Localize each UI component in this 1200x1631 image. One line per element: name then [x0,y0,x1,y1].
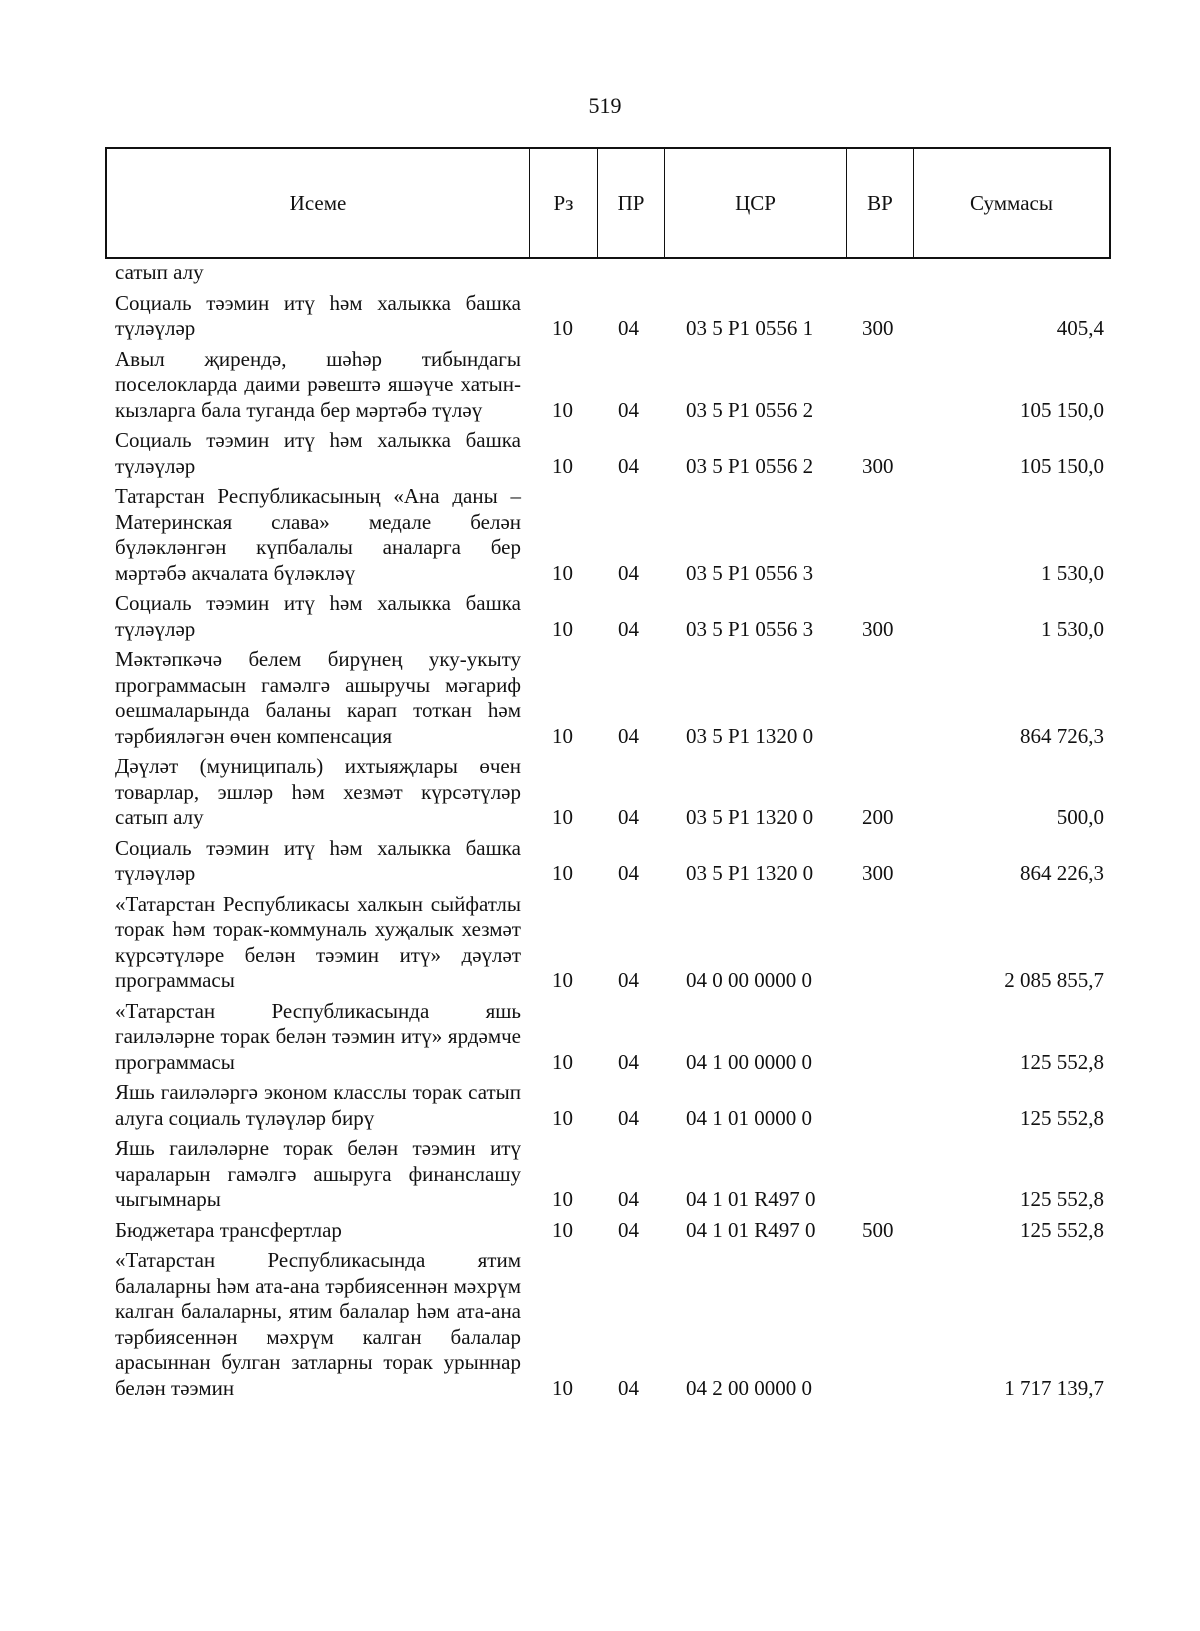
row-csr: 03 5 P1 1320 0 [686,723,814,748]
row-vr: 200 [862,805,894,829]
table-row [0,347,1200,424]
row-rz: 10 [552,1105,573,1130]
row-csr: 03 5 P1 0556 2 [686,397,814,422]
row-pr: 04 [618,1049,639,1074]
table-row [0,484,1200,586]
row-pr: 04 [618,1105,639,1130]
column-header-csr: ЦСР [664,149,846,257]
table-row [0,836,1200,887]
row-name: Мәктәпкәчә белем бирүнең уку-укыту программасын гамәлгә ашыручы мәгариф оешмаларында баланы карап тоткан һәм тәрбияләгән өчен компенсация [115,647,521,748]
row-name: Дәүләт (муниципаль) ихтыяҗлары өчен товарлар, эшләр һәм хезмәт күрсәтүләр сатып алу [115,754,521,829]
row-rz: 10 [552,397,573,422]
row-name: Бюджетара трансфертлар [115,1217,342,1242]
row-sum: 500,0 [1056,805,1104,829]
table-row [0,428,1200,479]
table-body [0,260,1200,1401]
row-csr: 04 1 01 0000 0 [686,1105,812,1130]
row-name: Яшь гаиләләрне торак белән тәэмин итү чараларын гамәлгә ашыруга финанслашу чыгымнары [115,1136,521,1211]
row-rz: 10 [552,1187,573,1211]
table-row [0,754,1200,831]
row-pr: 04 [618,805,639,829]
row-rz: 10 [552,1375,573,1400]
row-name: Авыл җирендә, шәһәр тибындагы поселокларда даими рәвештә яшәүче хатын-кызларга бала туганда бер мәртәбә түләү [115,346,521,422]
column-header-sum: Суммасы [913,149,1109,257]
row-name: Яшь гаиләләргә эконом класслы торак сатып алуга социаль түләүләр бирү [115,1080,521,1130]
row-vr: 300 [862,616,894,641]
row-pr: 04 [618,1187,639,1211]
column-header-pr: ПР [597,149,664,257]
row-sum: 125 552,8 [1020,1049,1104,1074]
table-header [105,147,1111,259]
table-row [0,892,1200,994]
row-rz: 10 [552,453,573,478]
row-csr: 03 5 P1 1320 0 [686,861,814,885]
row-csr: 03 5 P1 0556 3 [686,616,814,641]
row-sum: 1 530,0 [1041,616,1104,641]
row-name: сатып алу [115,260,204,284]
row-sum: 2 085 855,7 [1004,968,1104,992]
row-pr: 04 [618,316,639,340]
row-rz: 10 [552,723,573,748]
column-header-vr: ВР [846,149,913,257]
row-pr: 04 [618,397,639,422]
row-rz: 10 [552,1217,573,1242]
row-name: Социаль тәэмин итү һәм халыкка башка түләүләр [115,835,521,885]
row-rz: 10 [552,316,573,340]
row-rz: 10 [552,861,573,885]
row-name: Татарстан Республикасының «Ана даны – Материнская слава» медале белән бүләкләнгән күпбалалы аналарга бер мәртәбә акчалата бүләкләү [115,484,521,585]
row-sum: 125 552,8 [1020,1217,1104,1242]
row-sum: 864 726,3 [1020,723,1104,748]
table-row [0,1218,1200,1244]
row-csr: 03 5 P1 1320 0 [686,805,814,829]
row-sum: 105 150,0 [1020,397,1104,422]
row-csr: 04 2 00 0000 0 [686,1375,812,1400]
row-csr: 03 5 P1 0556 2 [686,453,814,478]
table-row [0,1248,1200,1401]
table-row [0,1080,1200,1131]
row-rz: 10 [552,616,573,641]
page-number: 519 [588,93,622,118]
row-csr: 03 5 P1 0556 3 [686,560,814,585]
row-vr: 300 [862,453,894,478]
row-sum: 1 530,0 [1041,560,1104,585]
row-pr: 04 [618,616,639,641]
row-pr: 04 [618,560,639,585]
row-pr: 04 [618,1217,639,1242]
row-name: «Татарстан Республикасында ятим балаларны һәм ата-ана тәрбиясеннән мәхрүм калган балаларны, ятим балалар һәм ата-ана тәрбиясеннән мәхрүм калган балалар арасыннан булган затларны торак урыннар белән тәэмин [115,1248,521,1400]
row-pr: 04 [618,453,639,478]
table-row [0,999,1200,1076]
row-name: «Татарстан Республикасында яшь гаиләләрне торак белән тәэмин итү» ярдәмче программасы [115,998,521,1074]
row-pr: 04 [618,861,639,885]
row-rz: 10 [552,805,573,829]
row-csr: 04 1 00 0000 0 [686,1049,812,1074]
row-csr: 04 0 00 0000 0 [686,968,812,992]
row-sum: 1 717 139,7 [1004,1375,1104,1400]
table-row [0,591,1200,642]
column-header-name: Исеме [289,190,347,215]
table-row [0,647,1200,749]
row-pr: 04 [618,723,639,748]
row-sum: 125 552,8 [1020,1105,1104,1130]
row-name: Социаль тәэмин итү һәм халыкка башка түләүләр [115,591,521,641]
table-row [0,1136,1200,1213]
row-csr: 04 1 01 R497 0 [686,1217,816,1242]
row-sum: 864 226,3 [1020,861,1104,885]
row-name: Социаль тәэмин итү һәм халыкка башка түләүләр [115,428,521,478]
row-rz: 10 [552,968,573,992]
table-row [0,260,1200,286]
row-sum: 125 552,8 [1020,1187,1104,1211]
row-rz: 10 [552,1049,573,1074]
row-vr: 300 [862,316,894,340]
row-pr: 04 [618,968,639,992]
row-name: Социаль тәэмин итү һәм халыкка башка түләүләр [115,290,521,340]
row-vr: 300 [862,861,894,885]
row-name: «Татарстан Республикасы халкын сыйфатлы торак һәм торак-коммуналь хуҗалык хезмәт күрсәтүләре белән тәэмин итү» дәүләт программасы [115,891,521,992]
column-header-rz: Рз [529,149,597,257]
row-rz: 10 [552,560,573,585]
table-row [0,291,1200,342]
row-vr: 500 [862,1217,894,1242]
row-sum: 405,4 [1056,316,1104,340]
row-pr: 04 [618,1375,639,1400]
row-csr: 04 1 01 R497 0 [686,1187,816,1211]
row-csr: 03 5 P1 0556 1 [686,316,814,340]
row-sum: 105 150,0 [1020,453,1104,478]
